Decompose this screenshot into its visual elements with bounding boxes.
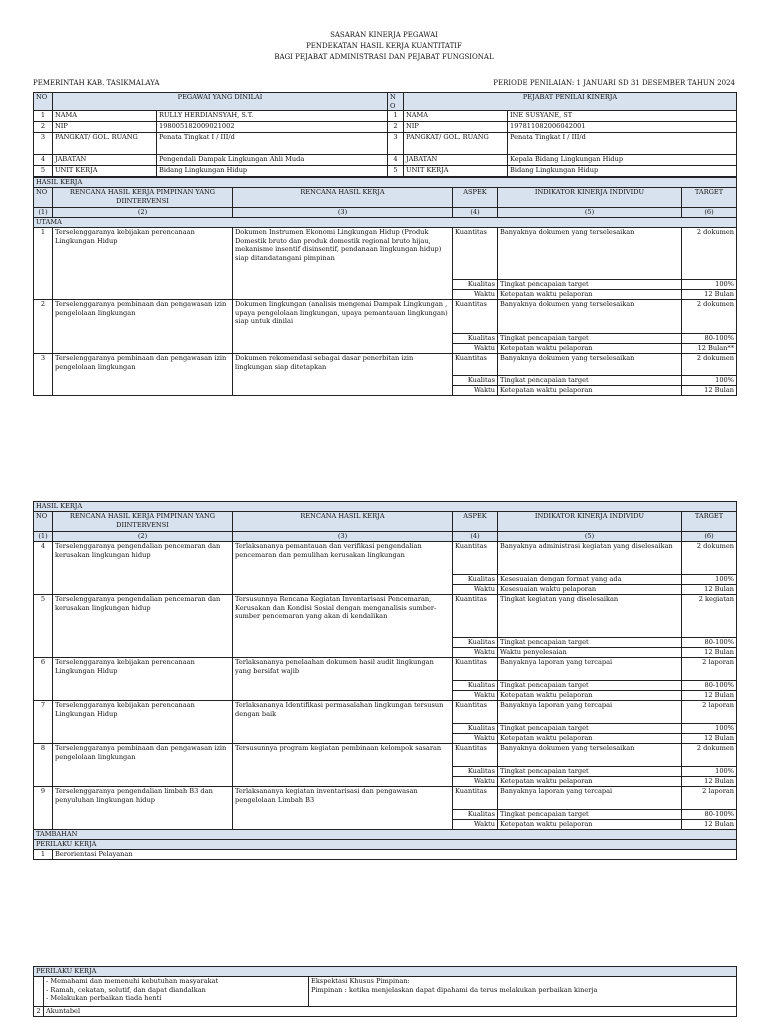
section-utama: UTAMA: [34, 218, 737, 228]
perilaku-label: Akuntabel: [44, 1007, 737, 1017]
target: 2 dokumen: [682, 744, 737, 767]
target: 80-100%: [682, 681, 737, 691]
col-no-2: NO: [388, 93, 404, 111]
section-perilaku-kerja: PERILAKU KERJA: [34, 840, 737, 850]
indikator: Banyaknya laporan yang tercapai: [498, 701, 682, 724]
row-no: 1: [34, 111, 53, 122]
target: 12 Bulan: [682, 648, 737, 658]
col-header: NO: [34, 188, 53, 208]
col-number: (6): [682, 532, 737, 542]
col-header: RENCANA HASIL KERJA: [233, 188, 453, 208]
item-rencana: Terlaksananya penelaahan dokumen hasil audit lingkungan yang bersifat wajib: [233, 658, 453, 701]
item-no: 4: [34, 542, 53, 595]
row-label: PANGKAT/ GOL. RUANG: [53, 133, 157, 155]
row-no: 2: [388, 122, 404, 133]
row-value: Penata Tingkat I / III/d: [508, 133, 737, 155]
indikator: Banyaknya laporan yang tercapai: [498, 787, 682, 810]
aspek: Kuantitas: [453, 744, 498, 767]
ekspektasi-cell: [309, 977, 737, 1007]
row-value: RULLY HERDIANSYAH, S.T.: [157, 111, 388, 122]
indikator: Tingkat pencapaian target: [498, 280, 682, 290]
indikator: Kesesuaian waktu pelaporan: [498, 585, 682, 595]
pejabat-penilai-header: PEJABAT PENILAI KINERJA: [404, 93, 737, 111]
item-no: 7: [34, 701, 53, 744]
aspek: Waktu: [453, 777, 498, 787]
aspek: Kualitas: [453, 334, 498, 344]
indikator: Ketepatan waktu pelaporan: [498, 820, 682, 830]
row-value: Bidang Lingkungan Hidup: [157, 166, 388, 177]
target: 12 Bulan: [682, 777, 737, 787]
indikator: Tingkat pencapaian target: [498, 334, 682, 344]
target: 80-100%: [682, 810, 737, 820]
indikator: Ketepatan waktu pelaporan: [498, 290, 682, 300]
aspek: Kuantitas: [453, 658, 498, 681]
aspek: Kualitas: [453, 681, 498, 691]
target: 2 dokumen: [682, 354, 737, 376]
row-value: 197811082006042001: [508, 122, 737, 133]
col-header: ASPEK: [453, 512, 498, 532]
target: 100%: [682, 280, 737, 290]
aspek: Kuantitas: [453, 787, 498, 810]
target: 2 laporan: [682, 658, 737, 681]
indikator: Ketepatan waktu pelaporan: [498, 777, 682, 787]
perilaku-no: 2: [34, 1007, 44, 1017]
perilaku-points: - Memahami dan memenuhi kebutuhan masyarakat - Ramah, cekatan, solutif, dan dapat diandalkan - Melakukan perbaikan tiada henti: [44, 977, 309, 1007]
target: 12 Bulan: [682, 386, 737, 396]
item-rencana: Terlaksananya pemantauan dan verifikasi pengendalian pencemaran dan pemulihan kerusakan lingkungan: [233, 542, 453, 595]
col-header: RENCANA HASIL KERJA: [233, 512, 453, 532]
doc-title-line-3: BAGI PEJABAT ADMINISTRASI DAN PEJABAT FUNGSIONAL: [274, 53, 494, 61]
row-label: PANGKAT/ GOL. RUANG: [404, 133, 508, 155]
target: 2 dokumen: [682, 228, 737, 280]
row-value: Pengendali Dampak Lingkungan Ahli Muda: [157, 155, 388, 166]
col-number: (3): [233, 532, 453, 542]
target: 100%: [682, 724, 737, 734]
perilaku-spacer: [34, 977, 44, 1007]
row-no: 2: [34, 122, 53, 133]
col-header: NO: [34, 512, 53, 532]
item-rencana: Dokumen lingkungan (analisis mengenai Dampak Lingkungan , upaya pengelolaan lingkungan, upaya pemantauan lingkungan) siap untuk dinilai: [233, 300, 453, 354]
ekspektasi-label: Ekspektasi Khusus Pimpinan:: [311, 977, 410, 985]
pegawai-dinilai-header: PEGAWAI YANG DINILAI: [53, 93, 388, 111]
item-rencana: Terlaksananya Identifikasi permasalahan lingkungan tersusun dengan baik: [233, 701, 453, 744]
col-header: INDIKATOR KINERJA INDIVIDU: [498, 512, 682, 532]
indikator: Tingkat pencapaian target: [498, 638, 682, 648]
item-rencana: Dokumen Instrumen Ekonomi Lingkungan Hidup (Produk Domestik bruto dan produk domestik regional bruto hijau, mekanisme insentif disinsentif, pendanaan lingkungan hidup) siap ditandatangani pimpinan: [233, 228, 453, 300]
col-number: (5): [498, 208, 682, 218]
target: 2 laporan: [682, 701, 737, 724]
row-value: Penata Tingkat I / III/d: [157, 133, 388, 155]
indikator: Banyaknya administrasi kegiatan yang diselesaikan: [498, 542, 682, 575]
row-no: 4: [388, 155, 404, 166]
indikator: Banyaknya dokumen yang terselesaikan: [498, 354, 682, 376]
aspek: Waktu: [453, 386, 498, 396]
aspek: Kuantitas: [453, 542, 498, 575]
perilaku-label: Berorientasi Pelayanan: [53, 850, 737, 860]
aspek: Waktu: [453, 734, 498, 744]
periode-label: PERIODE PENILAIAN: 1 JANUARI SD 31 DESEMBER TAHUN 2024: [493, 79, 735, 87]
row-value: 198005182009021002: [157, 122, 388, 133]
aspek: Kualitas: [453, 767, 498, 777]
item-pimpinan: Terselenggaranya pembinaan dan pengawasan izin pengelolaan lingkungan: [53, 354, 233, 396]
row-label: NIP: [53, 122, 157, 133]
row-no: 5: [34, 166, 53, 177]
col-number: (6): [682, 208, 737, 218]
target: 80-100%: [682, 334, 737, 344]
item-rencana: Terlaksananya kegiatan inventarisasi dan pengawasan pengelolaan Limbah B3: [233, 787, 453, 830]
indikator: Banyaknya dokumen yang terselesaikan: [498, 228, 682, 280]
row-label: JABATAN: [53, 155, 157, 166]
item-pimpinan: Terselenggaranya kebijakan perencanaan Lingkungan Hidup: [53, 658, 233, 701]
indikator: Ketepatan waktu pelaporan: [498, 691, 682, 701]
row-label: NAMA: [53, 111, 157, 122]
item-rencana: Dokumen rekomendasi sebagai dasar penerbitan izin lingkungan siap ditetapkan: [233, 354, 453, 396]
indikator: Banyaknya dokumen yang terselesaikan: [498, 744, 682, 767]
aspek: Waktu: [453, 290, 498, 300]
row-value: INE SUSYANE, ST: [508, 111, 737, 122]
instansi-label: PEMERINTAH KAB. TASIKMALAYA: [33, 79, 160, 87]
target: 2 kegiatan: [682, 595, 737, 638]
row-no: 4: [34, 155, 53, 166]
target: 12 Bulan**: [682, 344, 737, 354]
target: 100%: [682, 376, 737, 386]
item-rencana: Tersusunnya program kegiatan pembinaan kelompok sasaran: [233, 744, 453, 787]
col-number: (3): [233, 208, 453, 218]
target: 2 laporan: [682, 787, 737, 810]
doc-title-line-1: SASARAN KINERJA PEGAWAI: [330, 31, 438, 39]
row-value: Kepala Bidang Lingkungan Hidup: [508, 155, 737, 166]
row-no: 3: [34, 133, 53, 155]
item-pimpinan: Terselenggaranya pembinaan dan pengawasan izin pengelolaan lingkungan: [53, 744, 233, 787]
target: 12 Bulan: [682, 290, 737, 300]
aspek: Waktu: [453, 820, 498, 830]
hasil-kerja-table-2: [33, 501, 737, 860]
aspek: Waktu: [453, 585, 498, 595]
col-number: (2): [53, 532, 233, 542]
aspek: Kualitas: [453, 724, 498, 734]
indikator: Ketepatan waktu pelaporan: [498, 344, 682, 354]
target: 12 Bulan: [682, 691, 737, 701]
indikator: Tingkat pencapaian target: [498, 724, 682, 734]
item-pimpinan: Terselenggaranya kebijakan perencanaan Lingkungan Hidup: [53, 701, 233, 744]
target: 100%: [682, 767, 737, 777]
item-pimpinan: Terselenggaranya kebijakan perencanaan Lingkungan Hidup: [53, 228, 233, 300]
aspek: Kuantitas: [453, 354, 498, 376]
doc-title-line-2: PENDEKATAN HASIL KERJA KUANTITATIF: [306, 42, 462, 50]
aspek: Kualitas: [453, 638, 498, 648]
col-number: (1): [34, 208, 53, 218]
row-label: UNIT KERJA: [53, 166, 157, 177]
col-header: RENCANA HASIL KERJA PIMPINAN YANG DIINTERVENSI: [53, 188, 233, 208]
target: 100%: [682, 575, 737, 585]
ekspektasi-text: Pimpinan : ketika menjelaskan dapat dipahami da terus melakukan perbaikan kinerja: [311, 985, 598, 994]
indikator: Ketepatan waktu pelaporan: [498, 386, 682, 396]
col-number: (4): [453, 208, 498, 218]
item-pimpinan: Terselenggaranya pengendalian limbah B3 dan penyuluhan lingkungan hidup: [53, 787, 233, 830]
col-number: (2): [53, 208, 233, 218]
identity-table: [33, 92, 737, 177]
col-header: TARGET: [682, 188, 737, 208]
indikator: Banyaknya laporan yang tercapai: [498, 658, 682, 681]
aspek: Waktu: [453, 648, 498, 658]
row-no: 3: [388, 133, 404, 155]
row-no: 5: [388, 166, 404, 177]
col-header: ASPEK: [453, 188, 498, 208]
col-number: (1): [34, 532, 53, 542]
section-hasil-kerja: HASIL KERJA: [34, 502, 737, 512]
item-no: 2: [34, 300, 53, 354]
item-no: 3: [34, 354, 53, 396]
aspek: Waktu: [453, 344, 498, 354]
target: 2 dokumen: [682, 542, 737, 575]
perilaku-no: 1: [34, 850, 53, 860]
aspek: Kualitas: [453, 280, 498, 290]
col-no: NO: [34, 93, 53, 111]
target: 2 dokumen: [682, 300, 737, 334]
aspek: Kualitas: [453, 376, 498, 386]
item-no: 9: [34, 787, 53, 830]
section-perilaku-kerja: PERILAKU KERJA: [34, 967, 737, 977]
item-rencana: Tersusunnya Rencana Kegiatan Inventarisasi Pencemaran, Kerusakan dan Kondisi Sosial dengan menganalisis sumber-sumber pencemaran yang akan di kendalikan: [233, 595, 453, 658]
indikator: Tingkat pencapaian target: [498, 376, 682, 386]
col-number: (5): [498, 532, 682, 542]
row-label: JABATAN: [404, 155, 508, 166]
hasil-kerja-table-1: [33, 177, 737, 396]
indikator: Kesesuaian dengan format yang ada: [498, 575, 682, 585]
col-header: TARGET: [682, 512, 737, 532]
item-no: 6: [34, 658, 53, 701]
perilaku-kerja-table: [33, 966, 737, 1017]
row-label: NAMA: [404, 111, 508, 122]
item-no: 8: [34, 744, 53, 787]
aspek: Kualitas: [453, 575, 498, 585]
row-label: NIP: [404, 122, 508, 133]
indikator: Banyaknya dokumen yang terselesaikan: [498, 300, 682, 334]
indikator: Waktu penyelesaian: [498, 648, 682, 658]
col-header: INDIKATOR KINERJA INDIVIDU: [498, 188, 682, 208]
indikator: Tingkat pencapaian target: [498, 681, 682, 691]
row-value: Bidang Lingkungan Hidup: [508, 166, 737, 177]
target: 12 Bulan: [682, 820, 737, 830]
aspek: Kuantitas: [453, 300, 498, 334]
col-number: (4): [453, 532, 498, 542]
aspek: Kualitas: [453, 810, 498, 820]
aspek: Kuantitas: [453, 595, 498, 638]
item-no: 5: [34, 595, 53, 658]
section-tambahan: TAMBAHAN: [34, 830, 737, 840]
target: 12 Bulan: [682, 734, 737, 744]
aspek: Kuantitas: [453, 228, 498, 280]
target: 12 Bulan: [682, 585, 737, 595]
row-no: 1: [388, 111, 404, 122]
indikator: Ketepatan waktu pelaporan: [498, 734, 682, 744]
aspek: Waktu: [453, 691, 498, 701]
item-pimpinan: Terselenggaranya pengendalian pencemaran dan kerusakan lingkungan hidup: [53, 595, 233, 658]
col-header: RENCANA HASIL KERJA PIMPINAN YANG DIINTERVENSI: [53, 512, 233, 532]
indikator: Tingkat pencapaian target: [498, 810, 682, 820]
section-hasil-kerja: HASIL KERJA: [34, 178, 737, 188]
item-no: 1: [34, 228, 53, 300]
target: 80-100%: [682, 638, 737, 648]
item-pimpinan: Terselenggaranya pengendalian pencemaran dan kerusakan lingkungan hidup: [53, 542, 233, 595]
indikator: Tingkat kegiatan yang diselesaikan: [498, 595, 682, 638]
indikator: Tingkat pencapaian target: [498, 767, 682, 777]
aspek: Kuantitas: [453, 701, 498, 724]
item-pimpinan: Terselenggaranya pembinaan dan pengawasan izin pengelolaan lingkungan: [53, 300, 233, 354]
row-label: UNIT KERJA: [404, 166, 508, 177]
